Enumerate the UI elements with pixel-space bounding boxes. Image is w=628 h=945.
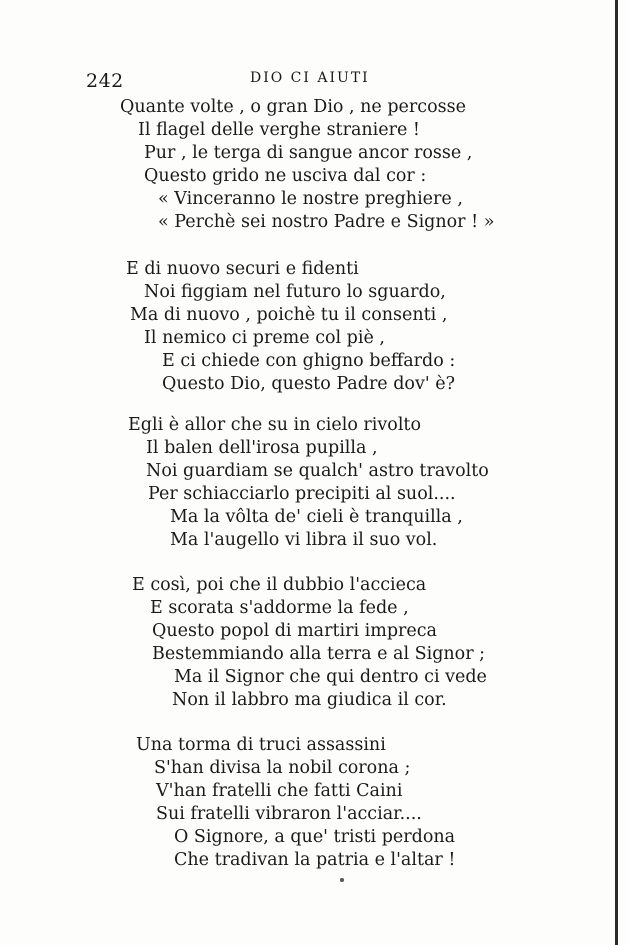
ink-speck	[340, 878, 344, 882]
verse-line: Pur , le terga di sangue ancor rosse ,	[144, 143, 473, 163]
verse-line: Una torma di truci assassini	[136, 735, 386, 755]
verse-line: Ma il Signor che qui dentro ci vede	[174, 667, 487, 687]
verse-line: S'han divisa la nobil corona ;	[154, 758, 411, 778]
verse-line: Sui fratelli vibraron l'acciar....	[156, 804, 422, 824]
stanza-2	[126, 258, 455, 396]
verse-line: Il balen dell'irosa pupilla ,	[146, 438, 378, 458]
verse-line: Ma l'augello vi libra il suo vol.	[170, 530, 438, 550]
running-title: DIO CI AIUTI	[250, 70, 370, 86]
verse-line: Bestemmiando alla terra e al Signor ;	[152, 644, 486, 664]
verse-line: « Vinceranno le nostre preghiere ,	[158, 189, 463, 209]
verse-line: Noi guardiam se qualch' astro travolto	[146, 461, 489, 481]
verse-line: « Perchè sei nostro Padre e Signor ! »	[158, 212, 495, 232]
verse-line: Questo popol di martiri impreca	[152, 621, 437, 641]
verse-line: E così, poi che il dubbio l'accieca	[132, 575, 427, 595]
verse-line: Il nemico ci preme col piè ,	[144, 328, 385, 348]
verse-line: Egli è allor che su in cielo rivolto	[128, 415, 421, 435]
verse-line: Che tradivan la patria e l'altar !	[174, 850, 456, 870]
verse-line: Per schiacciarlo precipiti al suol....	[148, 484, 456, 504]
verse-line: V'han fratelli che fatti Caini	[156, 781, 403, 801]
verse-line: E di nuovo securi e fidenti	[126, 259, 359, 279]
verse-line: Ma la vôlta de' cieli è tranquilla ,	[170, 507, 463, 527]
verse-line: Non il labbro ma giudica il cor.	[172, 690, 447, 710]
verse-line: Il flagel delle verghe straniere !	[138, 120, 420, 140]
verse-line: Noi figgiam nel futuro lo sguardo,	[144, 282, 446, 302]
verse-line: E scorata s'addorme la fede ,	[150, 598, 409, 618]
page-edge-line	[615, 0, 618, 945]
stanza-3	[128, 414, 489, 552]
stanza-1	[120, 96, 494, 234]
verse-line: Questo grido ne usciva dal cor :	[144, 166, 427, 186]
stanza-4	[132, 574, 487, 712]
verse-line: Quante volte , o gran Dio , ne percosse	[120, 97, 466, 117]
verse-line: O Signore, a que' tristi perdona	[174, 827, 456, 847]
verse-line: E ci chiede con ghigno beffardo :	[162, 351, 456, 371]
verse-line: Questo Dio, questo Padre dov' è?	[162, 374, 455, 394]
verse-line: Ma di nuovo , poichè tu il consenti ,	[130, 305, 448, 325]
page-number: 242	[86, 70, 124, 92]
stanza-5	[136, 734, 455, 872]
